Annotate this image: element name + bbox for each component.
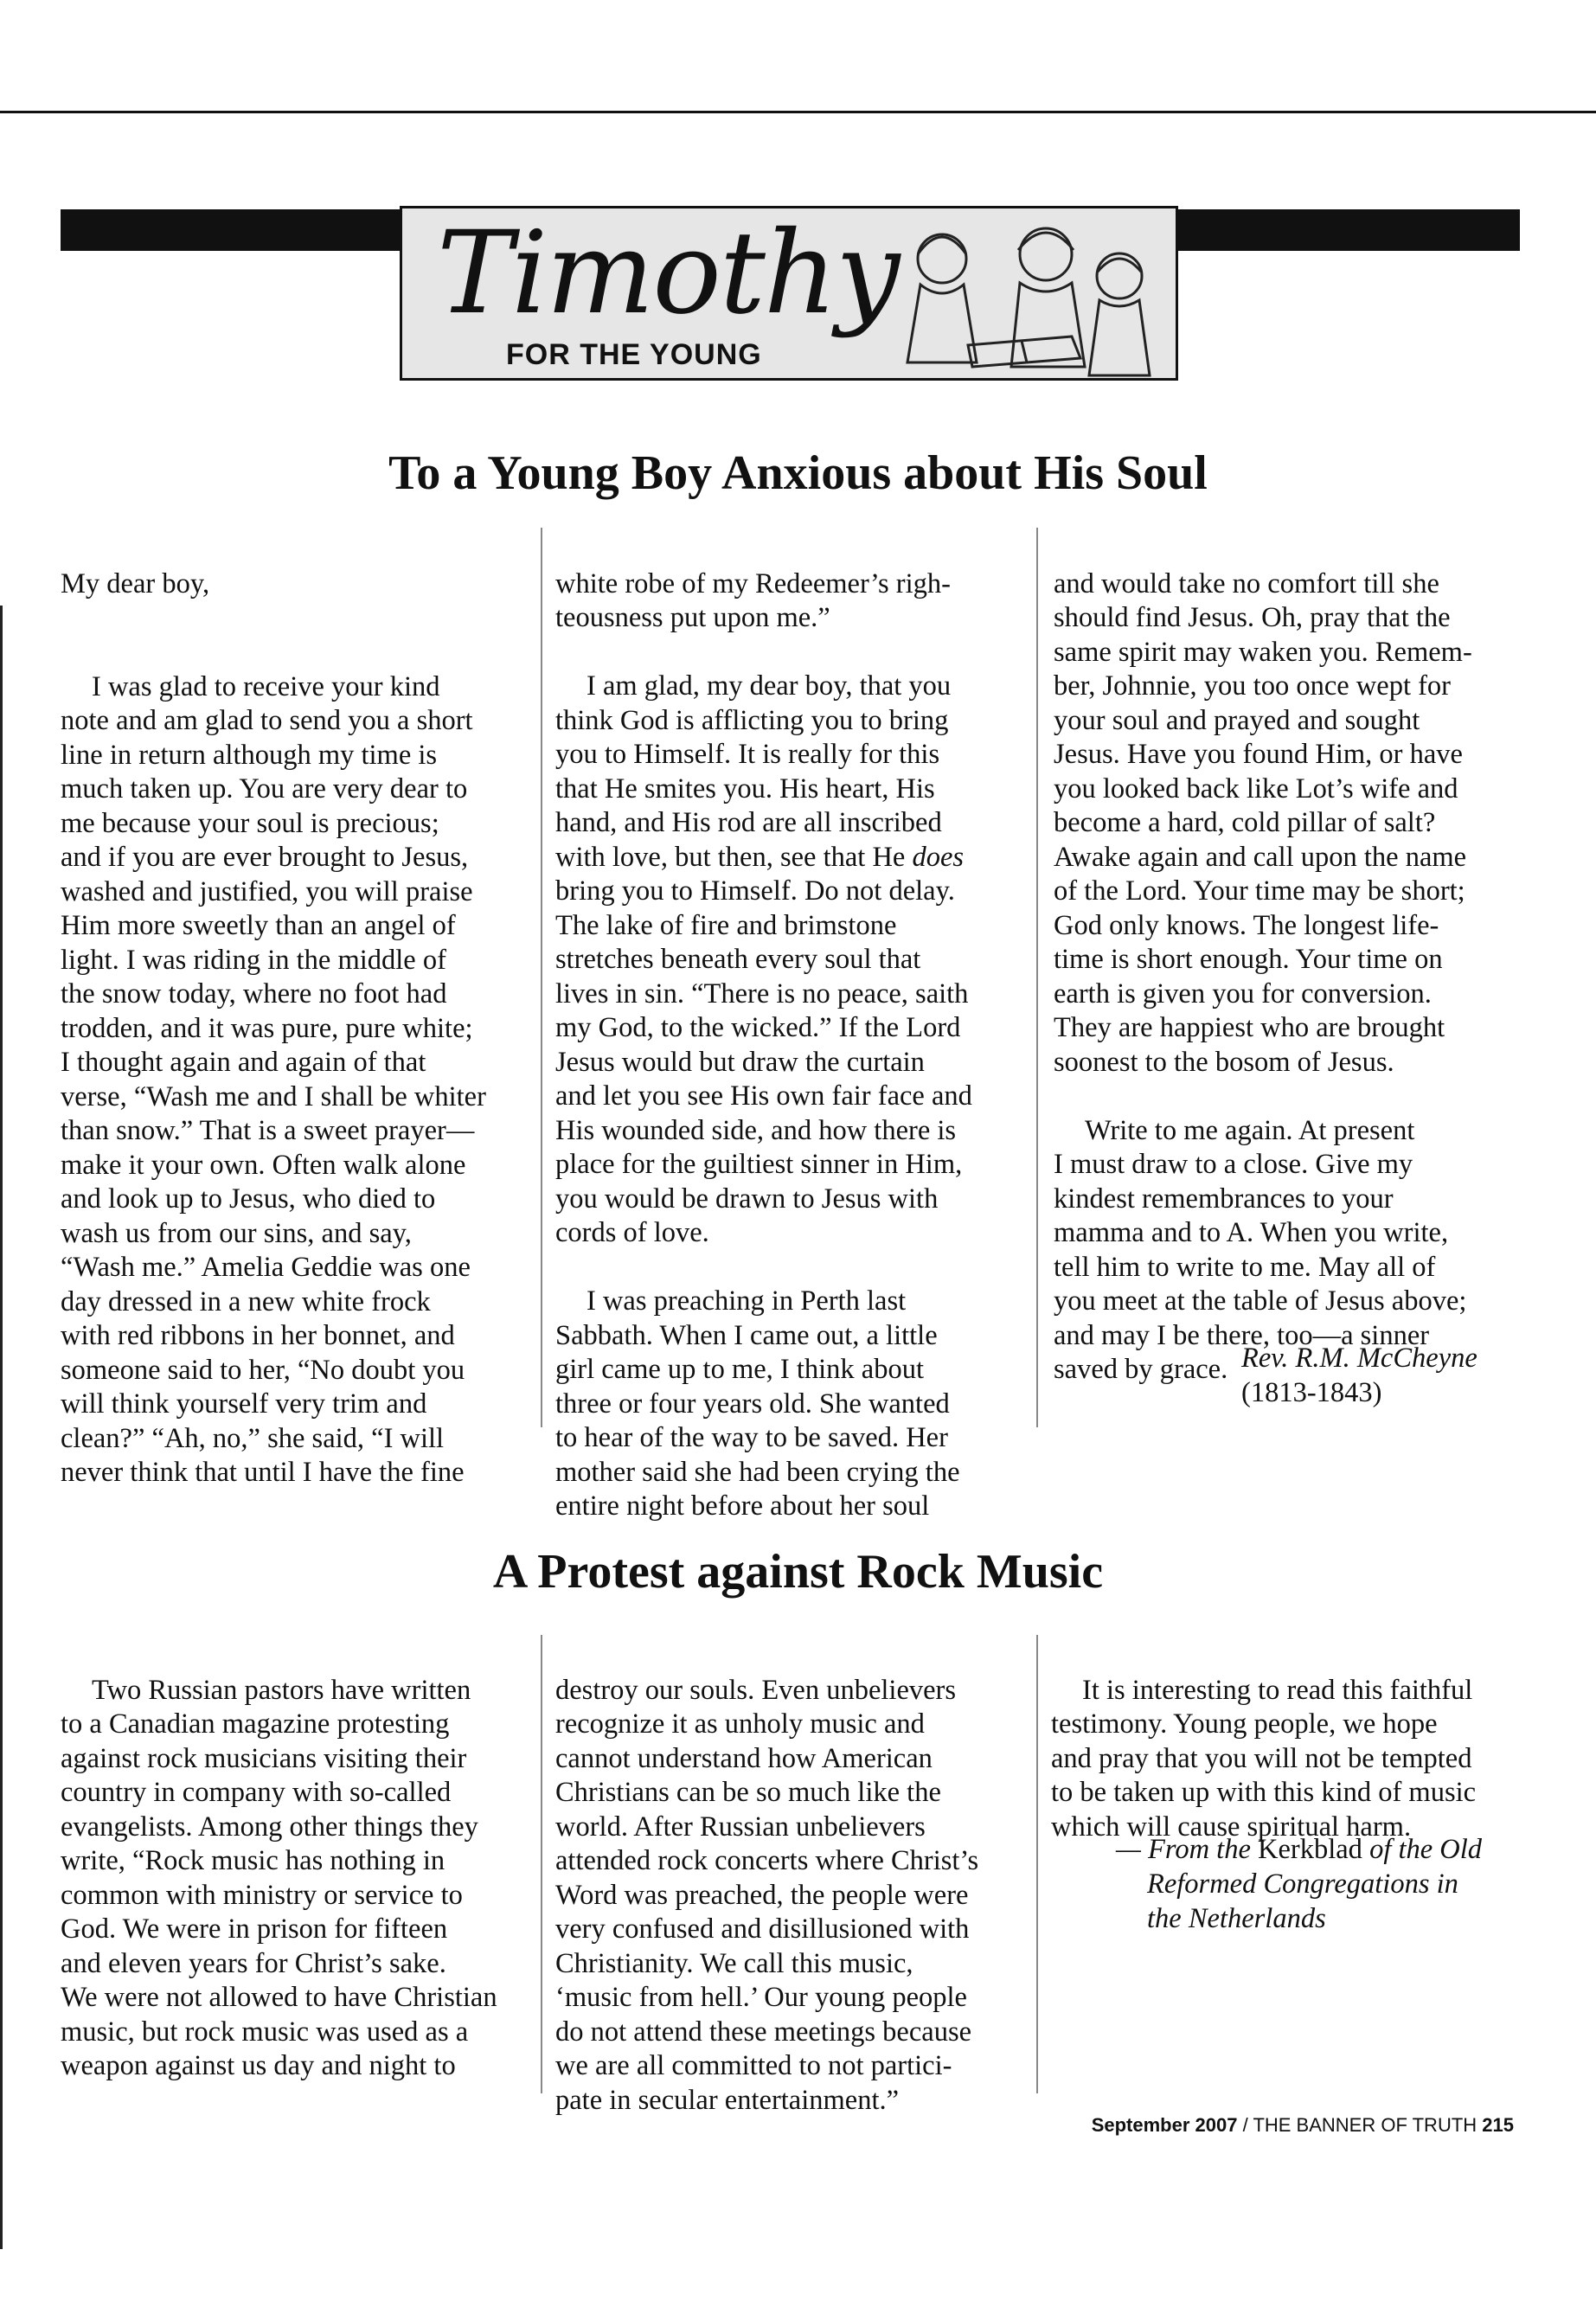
article1-col2-p3: I was preaching in Perth last Sabbath. When I came out, a little girl came up to me, I think about three or four years old. She wanted to hear of the way to be saved. Her mother said she had been crying the entire night before about her soul (555, 1285, 960, 1522)
left-edge-rule (0, 606, 3, 2249)
text-span: — From the (1116, 1834, 1258, 1865)
article1-col3-p2: Write to me again. At present I must draw to a close. Give my kindest remembrances to your mamma and to A. When you write, tell him to write to me. May all of you meet at the table of Jesus above; and may I be there, too—a sinner saved by grace. (1054, 1114, 1467, 1385)
article2-col2-text: destroy our souls. Even unbelievers recognize it as unholy music and cannot understand how American Christians can be so much like the world. After Russian unbelievers attended rock concerts where Christ’s Word was preached, the people were very confused and disillusioned with Christianity. We call this music, ‘music from hell.’ Our young people do not attend these meetings because we are all committed to not partici- pate in secular entertainment.” (555, 1674, 979, 2116)
article2-column-1 (61, 1639, 536, 2118)
article2-col1-text: Two Russian pastors have written to a Canadian magazine protesting against rock musicians visiting their country in company with so-called evangelists. Among other things they write, “Rock music has nothing in common with ministry or service to God. We were in prison for fifteen and eleven years for Christ’s sake. We were not allowed to have Christian music, but rock music was used as a weapon against us day and night to (61, 1674, 497, 2081)
article2-col3-text: It is interesting to read this faithful testimony. Young people, we hope and pray that you will not be tempted to be taken up with this kind of music which will cause spiritual harm. (1051, 1674, 1477, 1843)
article1-column-1 (61, 533, 528, 1524)
text-span: I am glad, my dear boy, that you think God is afflicting you to bring you to Himself. It is really for this that He smites you. His heart, His hand, and His rod are all inscribed with love, but then, see that He (555, 670, 952, 873)
salutation: My dear boy, (61, 567, 210, 599)
article1-col2-p2 (555, 670, 1040, 1251)
article2-title: A Protest against Rock Music (492, 1545, 1104, 1599)
author-dates: (1813-1843) (1241, 1377, 1382, 1408)
children-reading-illustration (873, 215, 1167, 380)
column-divider (541, 1635, 542, 2093)
article1-column-3 (1054, 533, 1538, 1421)
source-attribution (1116, 1832, 1482, 1936)
article2-column-2 (555, 1639, 1040, 2152)
banner (400, 206, 1178, 381)
article1-col3-p1: and would take no comfort till she should find Jesus. Oh, pray that the same spirit may waken you. Remem- ber, Johnnie, you too once wept for your soul and prayed and sought Jesus. Have you found Him, or have you looked back like Lot’s wife and become a hard, cold pillar of salt? Awake again and call upon the name of the Lord. Your time may be short; God only knows. The longest life- time is short enough. Your time on earth is given you for conversion. They are happiest who are brought soonest to the bosom of Jesus. (1054, 567, 1472, 1078)
author-signature (1241, 1341, 1477, 1410)
banner-title: Timothy (437, 207, 899, 340)
article1-title: To a Young Boy Anxious about His Soul (388, 446, 1208, 500)
article1-column-2 (555, 533, 1040, 1558)
article1-col1-text: I was glad to receive your kind note and am glad to send you a short line in return although my time is much taken up. You are very dear to me because your soul is precious; and if you are ever brought to Jesus, washed and justified, you will praise Him more sweetly than an angel of light. I was riding in the middle of the snow today, where no foot had trodden, and it was pure, pure white; I thought again and again of that verse, “Wash me and I shall be whiter than snow.” That is a sweet prayer— make it your own. Often walk alone and look up to Jesus, who died to wash us from our sins, and say, “Wash me.” Amelia Geddie was one day dressed in a new white frock with red ribbons in her bonnet, and someone said to her, “No doubt you will think yourself very trim and clean?” “Ah, no,” she said, “I will never think that until I have the fine (61, 670, 486, 1488)
column-divider (1036, 528, 1038, 1427)
column-divider (541, 528, 542, 1427)
article1-col2-p1: white robe of my Redeemer’s righ- teousness put upon me.” (555, 567, 951, 633)
text-span: bring you to Himself. Do not delay. The lake of fire and brimstone stretches beneath every soul that lives in sin. “There is no peace, saith my God, to the wicked.” If the Lord Jesus would but draw the curtain and let you see His own fair face and His wounded side, and how there is place for the guiltiest sinner in Him, you would be drawn to Jesus with cords of love. (555, 875, 972, 1248)
publication-name: Kerkblad (1258, 1834, 1362, 1865)
emphasis: does (912, 841, 965, 873)
text-span: of the Old Reformed Congregations in the Netherlands (1147, 1834, 1483, 1934)
column-divider (1036, 1635, 1038, 2093)
author-name: Rev. R.M. McCheyne (1241, 1343, 1477, 1374)
page-footer (1092, 2114, 1514, 2137)
footer-separator: / (1242, 2114, 1248, 2136)
footer-publication: THE BANNER OF TRUTH (1253, 2114, 1477, 2136)
footer-date: September 2007 (1091, 2114, 1238, 2136)
page-number: 215 (1482, 2114, 1514, 2136)
top-rule (0, 111, 1596, 113)
banner-subtitle: FOR THE YOUNG (506, 338, 762, 371)
